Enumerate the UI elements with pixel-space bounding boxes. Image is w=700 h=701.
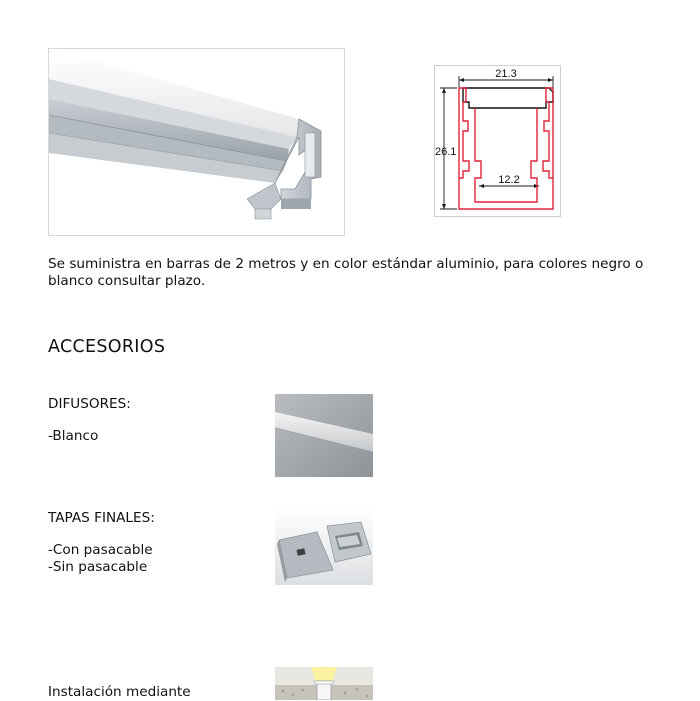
end-caps-image <box>275 508 373 585</box>
diffusers-list <box>48 428 98 445</box>
installation-image <box>275 667 373 700</box>
diffuser-image <box>275 394 373 477</box>
diffuser-option-white: -Blanco <box>48 428 99 444</box>
width-dimension-label: 21.3 <box>495 68 517 80</box>
product-photo <box>48 48 345 236</box>
end-caps-list <box>48 542 153 575</box>
diffusers-heading: DIFUSORES: <box>48 396 131 412</box>
intro-paragraph: Se suministra en barras de 2 metros y en color estándar aluminio, para colores negro o blanco consultar plazo. <box>48 256 644 289</box>
end-caps-heading: TAPAS FINALES: <box>48 510 155 526</box>
inner-width-dimension-label: 12.2 <box>498 174 520 186</box>
installation-heading: Instalación mediante <box>48 684 191 700</box>
accessories-title: ACCESORIOS <box>48 337 166 357</box>
profile-section-diagram <box>434 65 561 217</box>
height-dimension-label: 26.1 <box>435 146 457 158</box>
end-cap-option-with-passthrough: -Con pasacable <box>48 542 153 558</box>
end-cap-option-without-passthrough: -Sin pasacable <box>48 558 148 575</box>
